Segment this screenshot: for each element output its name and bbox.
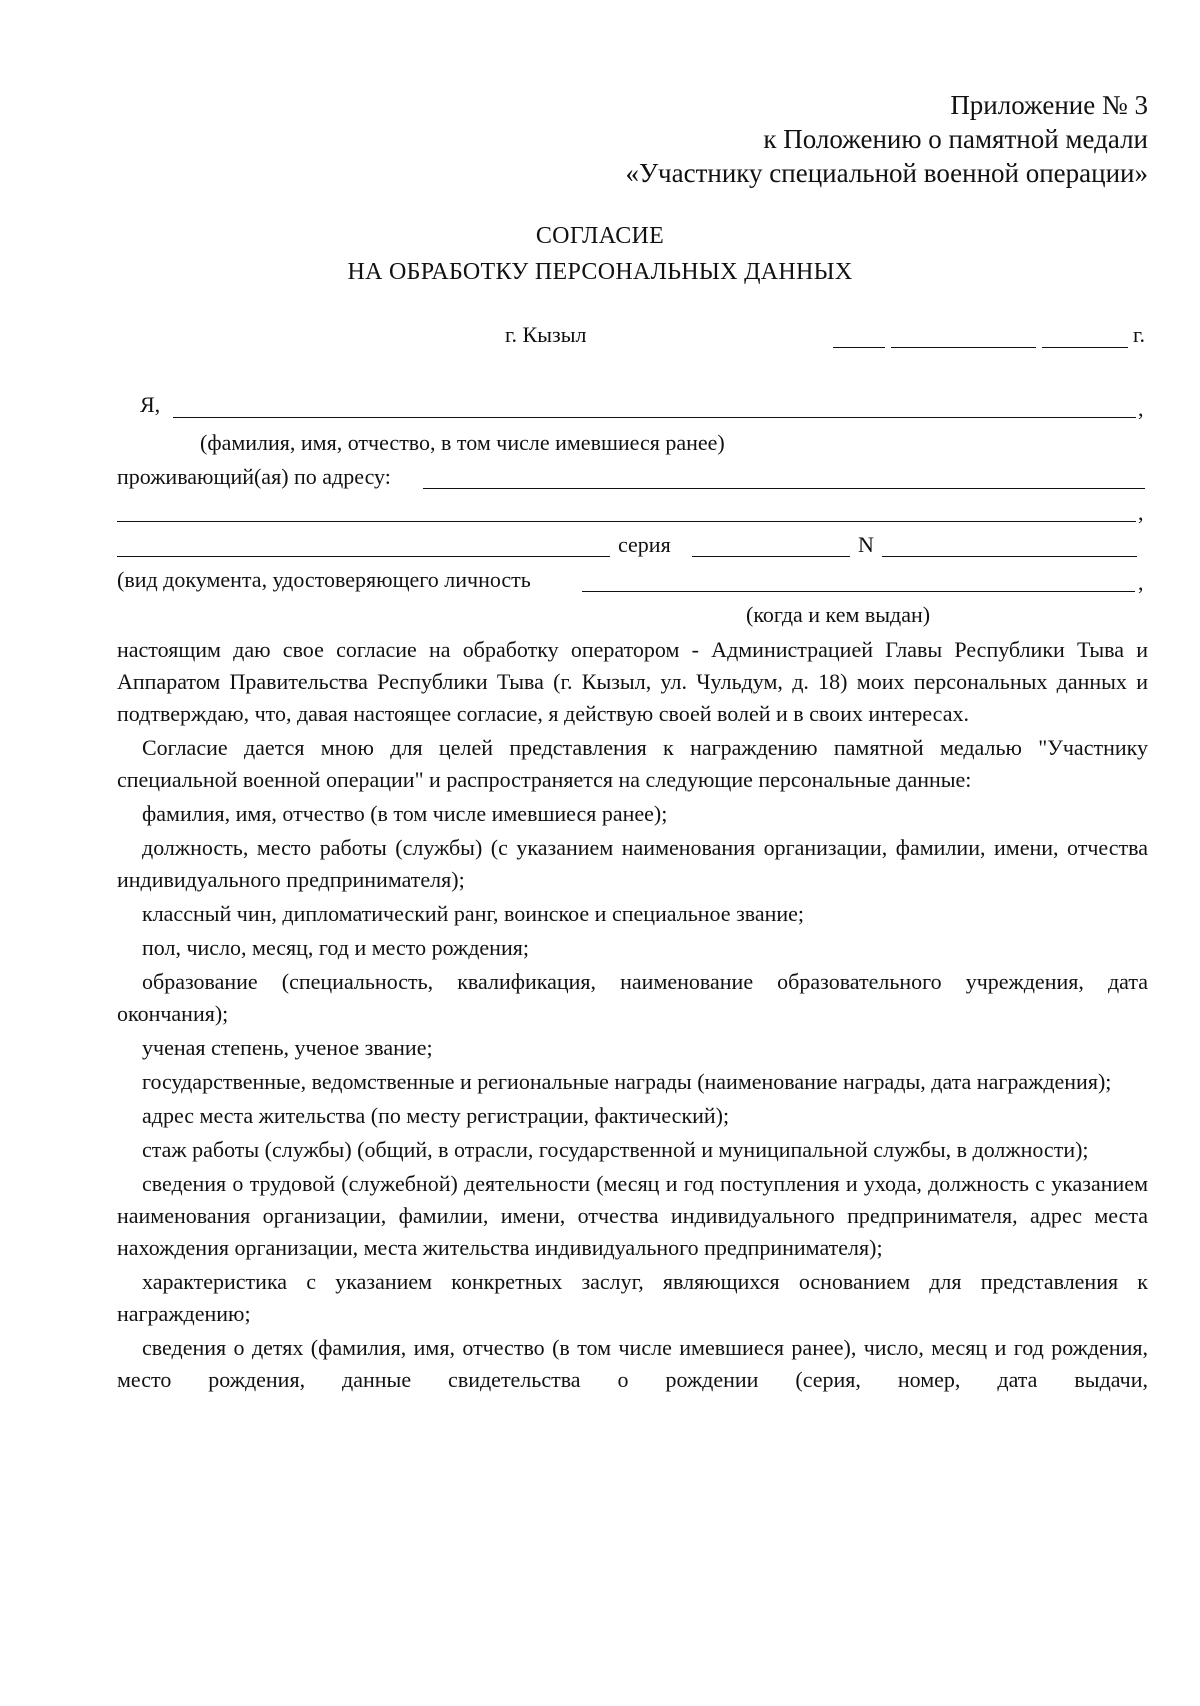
data-item: классный чин, дипломатический ранг, воинское и специальное звание; xyxy=(142,901,805,926)
data-item: государственные, ведомственные и региональные награды (наименование награды, дата награждения); xyxy=(142,1069,1112,1094)
issued-comma: , xyxy=(1138,570,1144,595)
address-field-line1[interactable] xyxy=(423,488,1145,489)
consent-purpose-paragraph: Согласие дается мною для целей представления к награждению памятной медалью "Участнику специальной военной операции" и распространяется на следующие персональные данные: xyxy=(117,735,1148,792)
data-item: сведения о трудовой (служебной) деятельности (месяц и год поступления и ухода, должность с указанием наименования организации, фамилии, имени, отчества индивидуального предпринимателя, адрес места нахождения организации, места жительства индивидуального предпринимателя); xyxy=(117,1171,1148,1260)
appendix-number: Приложение № 3 xyxy=(950,90,1148,120)
document-title: СОГЛАСИЕ xyxy=(535,223,665,249)
series-field[interactable] xyxy=(692,556,850,557)
data-item: пол, число, месяц, год и место рождения; xyxy=(142,935,529,960)
medal-name: «Участнику специальной военной операции» xyxy=(625,158,1148,188)
full-name-field[interactable] xyxy=(173,417,1136,418)
data-item: сведения о детях (фамилия, имя, отчество (в том числе имевшиеся ранее), число, месяц и год рождения, место рождения, данные свидетельства о рождении (серия, номер, дата выдачи, xyxy=(117,1335,1148,1392)
issued-hint: (когда и кем выдан) xyxy=(746,602,931,627)
name-comma: , xyxy=(1138,396,1144,421)
data-item: фамилия, имя, отчество (в том числе имевшиеся ранее); xyxy=(142,801,668,826)
address-comma: , xyxy=(1138,500,1144,525)
number-field[interactable] xyxy=(882,556,1137,557)
data-item: ученая степень, ученое звание; xyxy=(142,1035,433,1060)
appendix-reference: к Положению о памятной медали xyxy=(763,124,1148,154)
city-label: г. Кызыл xyxy=(505,322,587,347)
consent-body xyxy=(117,634,1148,1396)
document-label: (вид документа, удостоверяющего личность xyxy=(117,567,531,592)
data-item: образование (специальность, квалификация, наименование образовательного учреждения, дата окончания); xyxy=(117,969,1148,1026)
number-label: N xyxy=(858,532,874,557)
date-day-blank[interactable] xyxy=(833,347,885,348)
data-item: должность, место работы (службы) (с указанием наименования организации, фамилии, имени, отчества индивидуального предпринимателя); xyxy=(117,835,1148,892)
consent-paragraph: настоящим даю свое согласие на обработку оператором - Администрацией Главы Республики Тыва и Аппаратом Правительства Республики Тыва (г. Кызыл, ул. Чульдум, д. 18) моих персональных данных и подтверждаю, что, давая настоящее согласие, я действую своей волей и в своих интересах. xyxy=(117,637,1148,726)
date-month-blank[interactable] xyxy=(891,347,1036,348)
address-label: проживающий(ая) по адресу: xyxy=(117,464,391,489)
data-item: стаж работы (службы) (общий, в отрасли, государственной и муниципальной службы, в должности); xyxy=(142,1137,1089,1162)
fio-hint: (фамилия, имя, отчество, в том числе имевшиеся ранее) xyxy=(200,430,725,455)
year-suffix: г. xyxy=(1133,322,1146,347)
data-item: характеристика с указанием конкретных заслуг, являющихся основанием для представления к награждению; xyxy=(117,1269,1148,1326)
document-subtitle: НА ОБРАБОТКУ ПЕРСОНАЛЬНЫХ ДАННЫХ xyxy=(347,259,853,285)
data-item: адрес места жительства (по месту регистрации, фактический); xyxy=(142,1103,730,1128)
ya-label: Я, xyxy=(140,392,161,417)
date-year-blank[interactable] xyxy=(1042,347,1128,348)
issued-by-field[interactable] xyxy=(582,591,1135,592)
document-type-field[interactable] xyxy=(117,556,610,557)
series-label: серия xyxy=(618,532,671,557)
address-field-line2[interactable] xyxy=(117,521,1136,522)
